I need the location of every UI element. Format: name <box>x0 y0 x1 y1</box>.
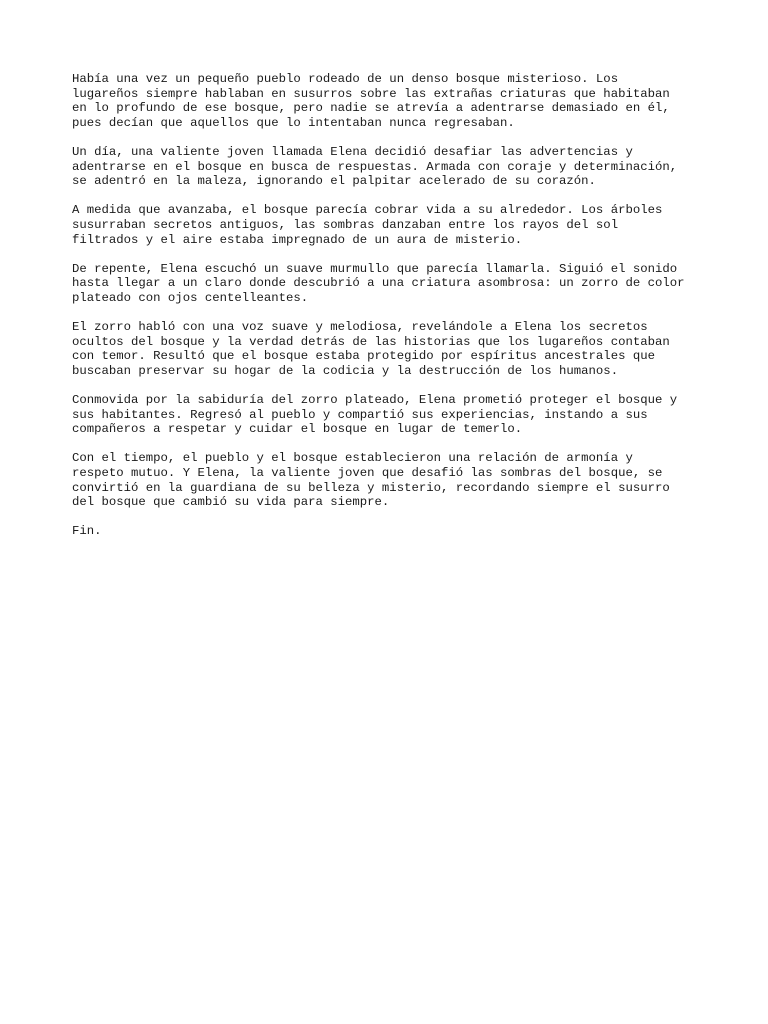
paragraph-7 <box>72 451 712 509</box>
text-line: buscaban preservar su hogar de la codicia y la destrucción de los humanos. <box>72 363 619 378</box>
text-line: pues decían que aquellos que lo intentaban nunca regresaban. <box>72 115 515 130</box>
text-line: se adentró en la maleza, ignorando el palpitar acelerado de su corazón. <box>72 174 596 189</box>
paragraph-6 <box>72 393 712 437</box>
text-line: ocultos del bosque y la verdad detrás de las historias que los lugareños contaban <box>72 334 670 349</box>
paragraph-2 <box>72 145 712 189</box>
document-page <box>72 72 712 554</box>
text-line: plateado con ojos centelleantes. <box>72 290 309 305</box>
paragraph-4 <box>72 262 712 306</box>
text-line: lugareños siempre hablaban en susurros sobre las extrañas criaturas que habitaban <box>72 86 670 101</box>
text-line: susurraban secretos antiguos, las sombras danzaban entre los rayos del sol <box>72 217 619 232</box>
text-line: convirtió en la guardiana de su belleza y misterio, recordando siempre el susurro <box>72 480 670 495</box>
text-line: Conmovida por la sabiduría del zorro plateado, Elena prometió proteger el bosque y <box>72 393 678 408</box>
text-line: en lo profundo de ese bosque, pero nadie se atrevía a adentrarse demasiado en él, <box>72 101 670 116</box>
text-line: Un día, una valiente joven llamada Elena decidió desafiar las advertencias y <box>72 144 633 159</box>
paragraph-3 <box>72 203 712 247</box>
paragraph-5 <box>72 320 712 378</box>
text-line: respeto mutuo. Y Elena, la valiente joven que desafió las sombras del bosque, se <box>72 466 663 481</box>
text-line: sus habitantes. Regresó al pueblo y compartió sus experiencias, instando a sus <box>72 407 648 422</box>
text-line: con temor. Resultó que el bosque estaba protegido por espíritus ancestrales que <box>72 349 655 364</box>
text-line: Con el tiempo, el pueblo y el bosque establecieron una relación de armonía y <box>72 451 633 466</box>
text-line: Había una vez un pequeño pueblo rodeado de un denso bosque misterioso. Los <box>72 72 619 86</box>
text-line: del bosque que cambió su vida para siempre. <box>72 495 390 510</box>
paragraph-end <box>72 524 712 539</box>
text-line: hasta llegar a un claro donde descubrió a una criatura asombrosa: un zorro de color <box>72 276 685 291</box>
text-line: A medida que avanzaba, el bosque parecía cobrar vida a su alrededor. Los árboles <box>72 203 663 218</box>
text-line: filtrados y el aire estaba impregnado de un aura de misterio. <box>72 232 523 247</box>
paragraph-1 <box>72 72 712 130</box>
text-line: Fin. <box>72 524 102 539</box>
text-line: El zorro habló con una voz suave y melodiosa, revelándole a Elena los secretos <box>72 320 648 335</box>
text-line: compañeros a respetar y cuidar el bosque en lugar de temerlo. <box>72 422 523 437</box>
text-line: adentrarse en el bosque en busca de respuestas. Armada con coraje y determinación, <box>72 159 678 174</box>
text-line: De repente, Elena escuchó un suave murmullo que parecía llamarla. Siguió el sonido <box>72 261 678 276</box>
